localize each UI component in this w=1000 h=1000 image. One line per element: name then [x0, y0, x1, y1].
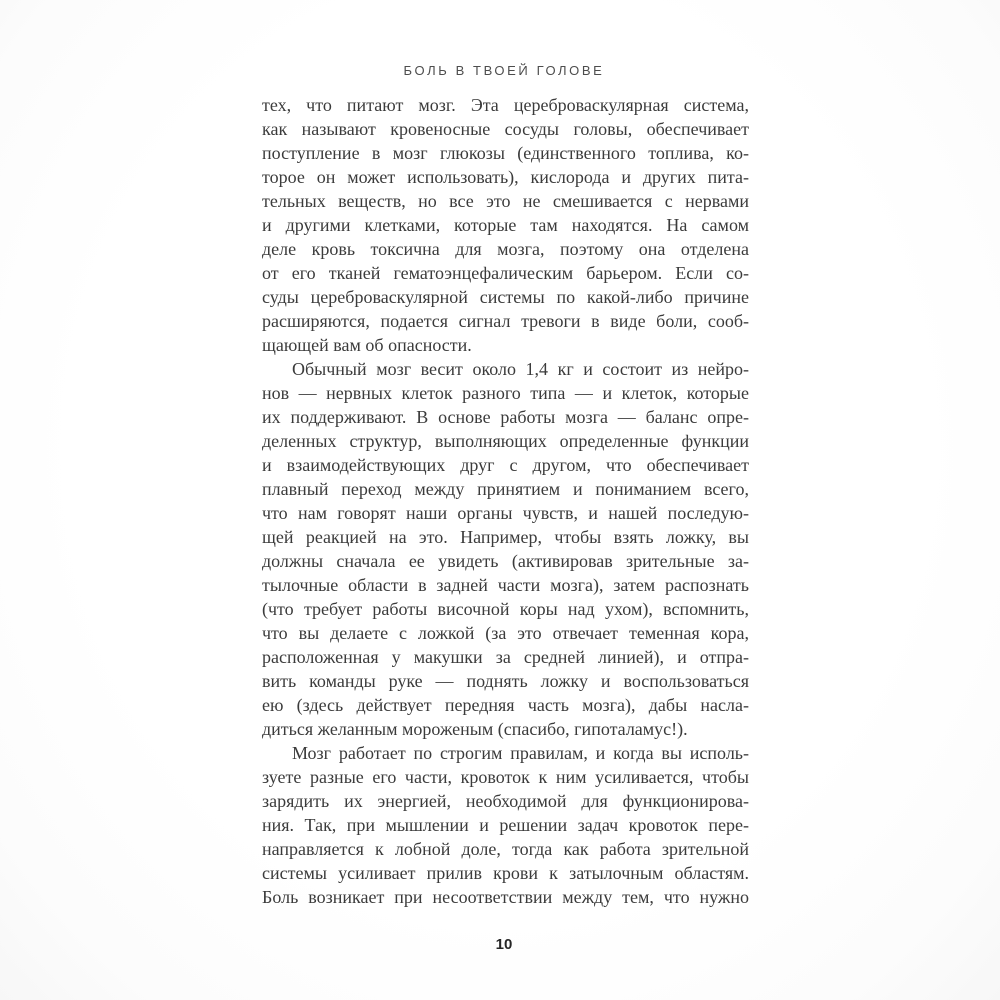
text-line: Обычный мозг весит около 1,4 кг и состоит из нейро- [292, 359, 749, 379]
text-line: торое он может использовать), кислорода и других пита- [262, 167, 749, 187]
text-line: направляется к лобной доле, тогда как работа зрительной [262, 839, 749, 859]
text-line: вить команды руке — поднять ложку и воспользоваться [262, 671, 749, 691]
text-line: щающей вам об опасности. [262, 335, 472, 355]
text-line: плавный переход между принятием и пониманием всего, [262, 479, 749, 499]
text-line: зарядить их энергией, необходимой для функционирова- [262, 791, 749, 811]
text-line: и другими клетками, которые там находятся. На самом [262, 215, 749, 235]
page-number: 10 [495, 936, 513, 953]
text-line: тельных веществ, но все это не смешивается с нервами [262, 191, 749, 211]
text-line: ею (здесь действует передняя часть мозга), дабы насла- [262, 695, 749, 715]
running-header: БОЛЬ В ТВОЕЙ ГОЛОВЕ [403, 63, 605, 78]
text-line: деленных структур, выполняющих определенные функции [262, 431, 749, 451]
text-line: Боль возникает при несоответствии между тем, что нужно [262, 887, 749, 907]
text-line: что нам говорят наши органы чувств, и нашей последую- [262, 503, 749, 523]
text-line: расположенная у макушки за средней линией), и отпра- [262, 647, 749, 667]
text-line: (что требует работы височной коры над ухом), вспомнить, [262, 599, 749, 619]
text-line: как называют кровеносные сосуды головы, обеспечивает [262, 119, 749, 139]
text-line: от его тканей гематоэнцефалическим барьером. Если со- [262, 263, 749, 283]
text-line: и взаимодействующих друг с другом, что обеспечивает [262, 455, 749, 475]
text-line: что вы делаете с ложкой (за это отвечает теменная кора, [262, 623, 749, 643]
text-line: Мозг работает по строгим правилам, и когда вы исполь- [292, 743, 749, 763]
text-line: должны сначала ее увидеть (активировав зрительные за- [262, 551, 749, 571]
text-line: ния. Так, при мышлении и решении задач кровоток пере- [262, 815, 749, 835]
text-line: суды цереброваскулярной системы по какой-либо причине [262, 287, 749, 307]
text-line: тех, что питают мозг. Эта цереброваскулярная система, [262, 95, 749, 115]
text-line: деле кровь токсична для мозга, поэтому она отделена [262, 239, 749, 259]
text-line: системы усиливает прилив крови к затылочным областям. [262, 863, 749, 883]
text-line: расширяются, подается сигнал тревоги в виде боли, сооб- [262, 311, 749, 331]
text-line: щей реакцией на это. Например, чтобы взять ложку, вы [262, 527, 749, 547]
body-text [262, 93, 749, 909]
text-line: поступление в мозг глюкозы (единственного топлива, ко- [262, 143, 749, 163]
text-line: тылочные области в задней части мозга), затем распознать [262, 575, 749, 595]
text-line: нов — нервных клеток разного типа — и клеток, которые [262, 383, 749, 403]
text-line: зуете разные его части, кровоток к ним усиливается, чтобы [262, 767, 749, 787]
text-line: диться желанным мороженым (спасибо, гипоталамус!). [262, 719, 688, 739]
text-line: их поддерживают. В основе работы мозга — баланс опре- [262, 407, 749, 427]
